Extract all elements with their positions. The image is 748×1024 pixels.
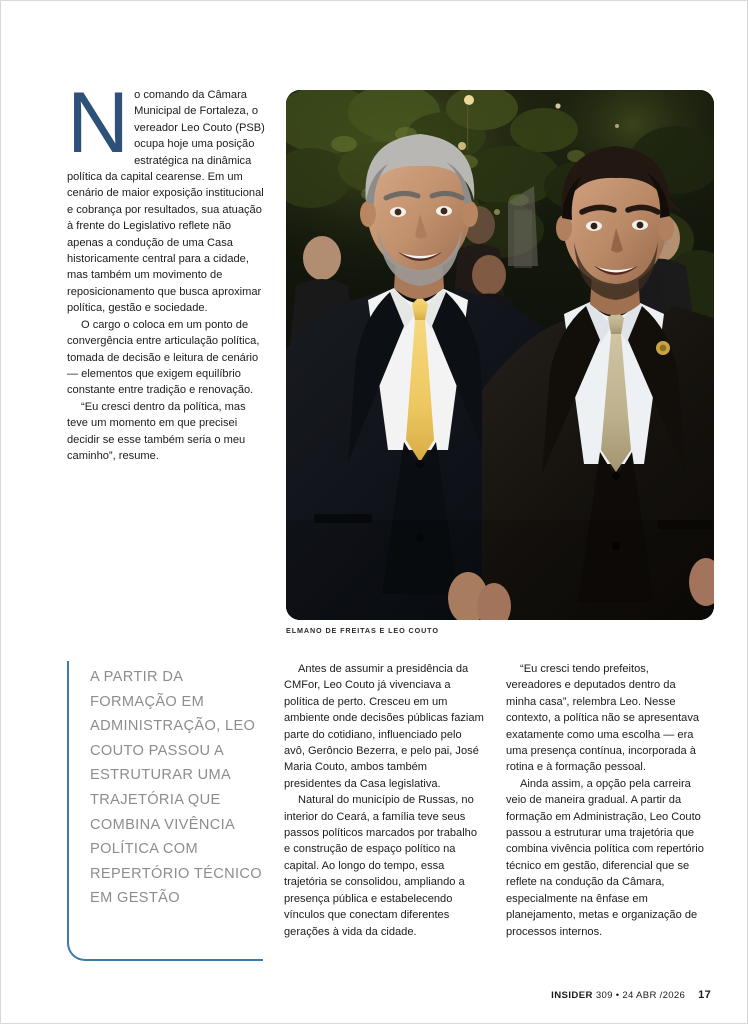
pullquote-block [67,661,263,961]
intro-paragraph-3: “Eu cresci dentro da política, mas teve um momento em que precisei decidir se esse também seria o meu caminho”, resume. [67,400,246,462]
column-two-paragraph-2: Natural do município de Russas, no interior do Ceará, a família teve seus passos políticos marcados por trabalho e construção de espaço político na capital. Ao longo do tempo, essa trajetória se consolidou, ampliando a presença pública e estabelecendo vínculos que conectam diferentes gerações à vida da cidade. [284,794,478,938]
footer-separator: • [615,990,620,1001]
intro-paragraph-1-text: o comando da Câmara Municipal de Fortaleza, o vereador Leo Couto (PSB) ocupa hoje uma posição estratégica na dinâmica política da capital cearense. Em um cenário de maior exposição institucional e cobrança por resultados, sua atuação à frente do Legislativo reflete não apenas a condução de uma Casa historicamente central para a cidade, mas também um movimento de reposicionamento que busca aproximar política, gestão e sociedade. [67,89,265,315]
drop-cap: N [67,75,130,171]
column-three-paragraph-2: Ainda assim, a opção pela carreira veio de maneira gradual. A partir da formação em Administração, Leo Couto passou a estruturar uma trajetória que combina vivência política com repertório técnico em gestão, diferencial que se reflete na condução da Câmara, especialmente na ênfase em planejamento, metas e organização de processos internos. [506,777,704,938]
intro-paragraph-2: O cargo o coloca em um ponto de convergência entre articulação política, tomada de decisão e leitura de cenário — elementos que exigem equilíbrio constante entre tradição e renovação. [67,318,260,397]
footer-brand: INSIDER [551,990,593,1001]
photo-illustration [286,90,714,620]
intro-column [67,75,267,464]
page-footer [1,989,748,1001]
pullquote-text: A PARTIR DA FORMAÇÃO EM ADMINISTRAÇÃO, LEO COUTO PASSOU A ESTRUTURAR UMA TRAJETÓRIA QUE COMBINA VIVÊNCIA POLÍTICA COM REPERTÓRIO TÉCNICO EM GESTÃO [90,669,262,907]
photo-caption: ELMANO DE FREITAS E LEO COUTO [286,626,439,635]
body-column-two [284,661,484,940]
page-number: 17 [698,989,711,1001]
footer-issue-number: 309 [595,990,613,1001]
footer-date: 24 ABR /2026 [622,990,686,1001]
intro-paragraph-1 [67,75,267,317]
article-photo [286,90,714,620]
body-column-three [506,661,704,940]
column-three-paragraph-1: “Eu cresci tendo prefeitos, vereadores e deputados dentro da minha casa”, relembra Leo. Nesse contexto, a política não se apresentava exatamente como uma escolha — era uma presença contínua, incorporada à rotina e à formação pessoal. [506,663,700,774]
column-two-paragraph-1: Antes de assumir a presidência da CMFor, Leo Couto já vivenciava a política de perto. Cresceu em um ambiente onde decisões públicas faziam parte do cotidiano, influenciado pelo avô, Gerôncio Bezerra, e pelo pai, José Maria Couto, ambos também presidentes da Casa legislativa. [284,663,484,790]
